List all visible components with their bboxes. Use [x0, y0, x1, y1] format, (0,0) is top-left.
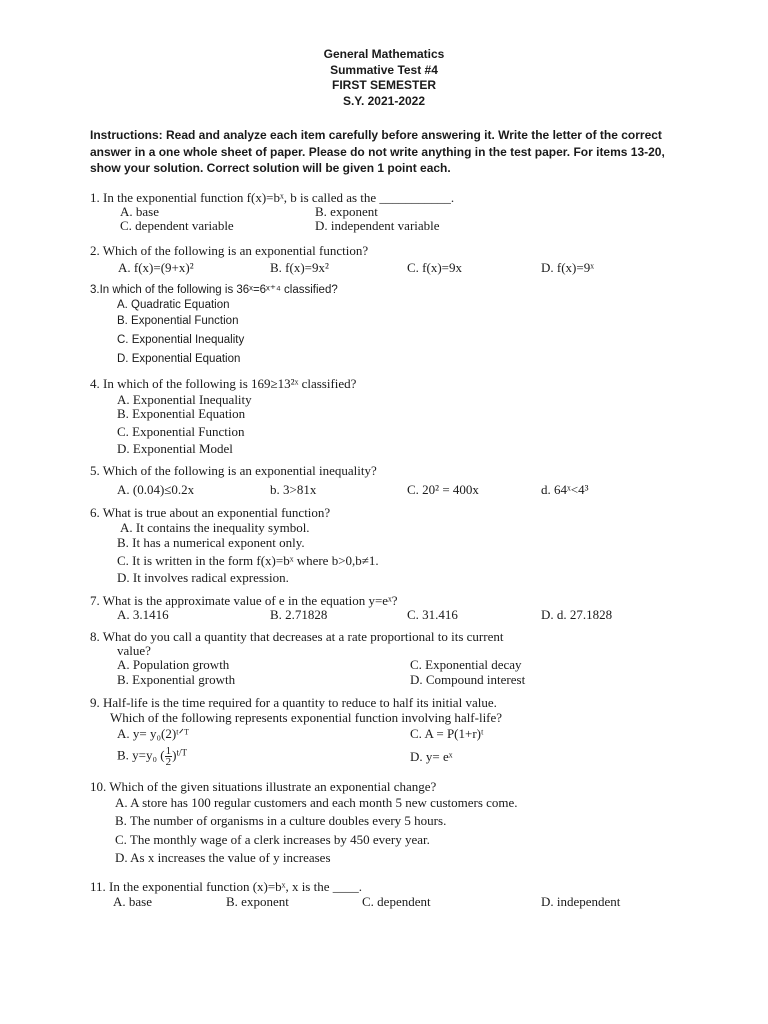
- question-1-choice-a: A. base: [120, 204, 159, 219]
- question-11: 11. In the exponential function (x)=bˣ, x is the ____.: [90, 879, 362, 894]
- question-5-choice-d: d. 64ˣ<4³: [541, 482, 589, 497]
- question-2-choice-a: A. f(x)=(9+x)²: [118, 260, 194, 275]
- test-title: Summative Test #4: [330, 62, 438, 77]
- semester-label: FIRST SEMESTER: [331, 78, 436, 92]
- question-3-choice-a: A. Quadratic Equation: [117, 299, 230, 311]
- question-7-choice-a: A. 3.1416: [117, 607, 169, 622]
- subject-title: General Mathematics: [323, 47, 445, 61]
- question-9-continued: Which of the following represents exponential function involving half-life?: [110, 710, 503, 725]
- instructions: Instructions: Read and analyze each item carefully before answering it. Write the letter of the correct answer in a one whole sheet of paper. Please do not write anything in the test paper. For items 13-20, show your solution. Correct solution will be given 1 point each.: [90, 128, 665, 175]
- question-5-choice-b: b. 3>81x: [270, 482, 317, 497]
- question-3-choice-b: B. Exponential Function: [117, 315, 239, 327]
- question-9-choice-b: B. y=y₀ ( $\frac{1}{2}$ )$^{t/T}$: [117, 745, 188, 768]
- question-8-choice-d: D. Compound interest: [410, 672, 526, 687]
- question-9-choice-b-prefix: B. y=y₀: [117, 747, 158, 763]
- question-1: 1. In the exponential function f(x)=bˣ, b is called as the ___________.: [90, 190, 455, 205]
- question-5-choice-a: A. (0.04)≤0.2x: [117, 482, 195, 497]
- question-6-choice-b: B. It has a numerical exponent only.: [117, 535, 305, 550]
- question-10-choice-b: B. The number of organisms in a culture doubles every 5 hours.: [115, 813, 447, 828]
- question-2: 2. Which of the following is an exponential function?: [90, 243, 369, 258]
- question-8-choice-a: A. Population growth: [117, 657, 230, 672]
- question-2-choice-d: D. f(x)=9ˣ: [541, 260, 594, 275]
- question-8-choice-c: C. Exponential decay: [410, 657, 522, 672]
- question-2-choice-b: B. f(x)=9x²: [270, 260, 329, 275]
- question-10-choice-d: D. As x increases the value of y increases: [115, 850, 331, 865]
- test-header: [0, 47, 768, 109]
- question-9-choice-a: A. y= y₀(2)ᵗᐟᵀ: [117, 726, 189, 741]
- question-8-continued: value?: [117, 643, 151, 658]
- question-4: 4. In which of the following is 169≥13²ˣ classified?: [90, 376, 357, 391]
- half-life-exponent: t/T: [176, 747, 188, 758]
- question-9-choice-d: D. y= eˣ: [410, 749, 453, 764]
- question-9-choice-c: C. A = P(1+r)ᵗ: [410, 726, 484, 741]
- fraction-one-half: $\frac{1}{2}$: [165, 745, 172, 768]
- question-3-choice-d: D. Exponential Equation: [117, 353, 241, 365]
- question-4-choice-d: D. Exponential Model: [117, 441, 233, 456]
- question-11-choice-c: C. dependent: [362, 894, 431, 909]
- question-7-choice-b: B. 2.71828: [270, 607, 328, 622]
- question-7-choice-d: D. d. 27.1828: [541, 607, 613, 622]
- question-3: 3.In which of the following is 36ˣ=6ˣ⁺⁴ classified?: [90, 284, 338, 296]
- question-10: 10. Which of the given situations illustrate an exponential change?: [90, 779, 437, 794]
- question-1-choice-b: B. exponent: [315, 204, 378, 219]
- question-7: 7. What is the approximate value of e in the equation y=eˣ?: [90, 593, 398, 608]
- question-6-choice-a: A. It contains the inequality symbol.: [120, 520, 310, 535]
- question-1-choice-d: D. independent variable: [315, 218, 440, 233]
- question-6: 6. What is true about an exponential function?: [90, 505, 331, 520]
- question-4-choice-b: B. Exponential Equation: [117, 406, 246, 421]
- question-1-choice-c: C. dependent variable: [120, 218, 234, 233]
- question-6-choice-d: D. It involves radical expression.: [117, 570, 289, 585]
- school-year-label: S.Y. 2021-2022: [342, 93, 426, 108]
- question-10-choice-a: A. A store has 100 regular customers and each month 5 new customers come.: [115, 795, 518, 810]
- question-8-choice-b: B. Exponential growth: [117, 672, 236, 687]
- question-2-choice-c: C. f(x)=9x: [407, 260, 462, 275]
- question-11-choice-d: D. independent: [541, 894, 621, 909]
- question-7-choice-c: C. 31.416: [407, 607, 458, 622]
- question-10-choice-c: C. The monthly wage of a clerk increases by 450 every year.: [115, 832, 430, 847]
- question-11-choice-b: B. exponent: [226, 894, 289, 909]
- question-5: 5. Which of the following is an exponential inequality?: [90, 463, 377, 478]
- question-4-choice-a: A. Exponential Inequality: [117, 392, 252, 407]
- question-11-choice-a: A. base: [113, 894, 152, 909]
- question-9: 9. Half-life is the time required for a quantity to reduce to half its initial value.: [90, 695, 497, 710]
- question-5-choice-c: C. 20² = 400x: [407, 482, 479, 497]
- question-6-choice-c: C. It is written in the form f(x)=bˣ where b>0,b≠1.: [117, 553, 379, 568]
- question-4-choice-c: C. Exponential Function: [117, 424, 245, 439]
- question-3-choice-c: C. Exponential Inequality: [117, 334, 245, 346]
- question-8: 8. What do you call a quantity that decreases at a rate proportional to its current: [90, 629, 504, 644]
